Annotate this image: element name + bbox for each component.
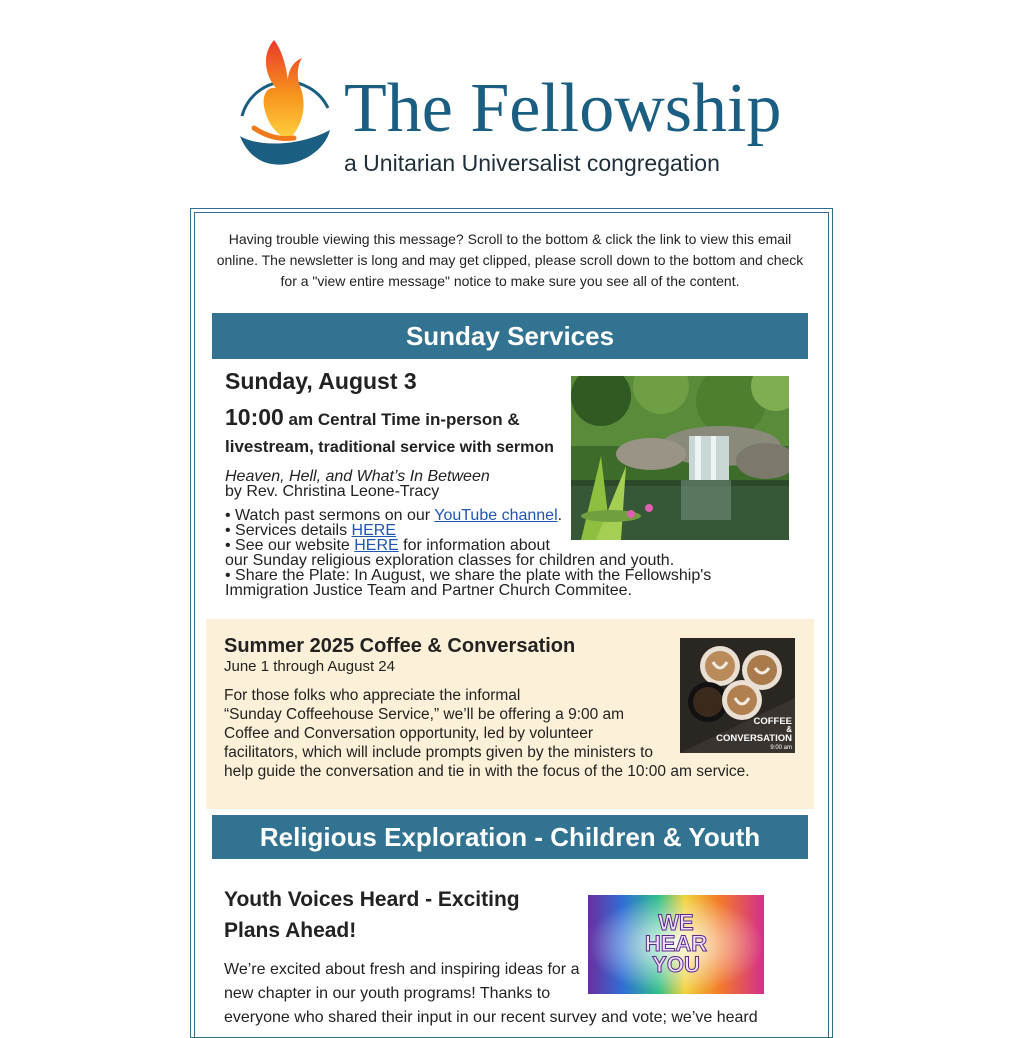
waterfall-photo [571, 376, 789, 540]
coffee-image-text-1: COFFEE [753, 716, 792, 727]
coffee-line: help guide the conversation and tie in with the focus of the 10:00 am service. [224, 763, 750, 780]
coffee-line: For those folks who appreciate the informal [224, 687, 521, 704]
youth-line: We’re excited about fresh and inspiring ideas for a [224, 961, 580, 978]
youth-line: new chapter in our youth programs! Thanks to [224, 985, 551, 1002]
coffee-line: Coffee and Conversation opportunity, led by volunteer [224, 725, 594, 742]
coffee-line: “Sunday Coffeehouse Service,” we’ll be offering a 9:00 am [224, 706, 625, 723]
coffee-cups-graphic [680, 638, 795, 753]
wehear-text-2: HEAR [644, 931, 708, 956]
wehear-text-3: YOU [652, 952, 700, 977]
we-hear-you-graphic [588, 895, 764, 994]
service-date: Sunday, August 3 [225, 368, 417, 394]
bullet-text: for information about [398, 537, 550, 554]
sunday-services-heading: Sunday Services [212, 313, 808, 359]
coffee-image-text-4: 9:00 am [770, 745, 792, 751]
bullet-text: • See our website [225, 537, 355, 554]
service-time [225, 404, 565, 461]
we-hear-you-image [588, 895, 764, 994]
service-type: traditional service with sermon [313, 439, 554, 456]
coffee-image-text-2: & [786, 725, 792, 734]
list-item-continued: our Sunday religious exploration classes for children and youth. [225, 552, 675, 569]
logo-subtitle: a Unitarian Universalist congregation [344, 150, 720, 176]
fellowship-logo[interactable] [236, 36, 786, 184]
chalice-flame-icon [236, 36, 336, 176]
coffee-line: facilitators, which will include prompts given by the ministers to [224, 744, 654, 761]
bullet-text: • Watch past sermons on our [225, 507, 435, 524]
bullet-text: . [557, 507, 563, 524]
religious-exploration-heading: Religious Exploration - Children & Youth [212, 815, 808, 859]
list-item-continued: Immigration Justice Team and Partner Church Commitee. [225, 582, 632, 599]
list-item [225, 538, 785, 553]
youtube-channel-link[interactable]: YouTube channel [434, 507, 558, 524]
coffee-title: Summer 2025 Coffee & Conversation [224, 635, 576, 657]
services-details-link[interactable]: HERE [351, 522, 396, 539]
waterfall-image [571, 376, 789, 540]
sermon-speaker: by Rev. Christina Leone-Tracy [225, 483, 440, 500]
coffee-cups-image [680, 638, 795, 753]
service-livestream: livestream, [225, 437, 314, 456]
sermon-title: Heaven, Hell, and What’s In Between [225, 468, 490, 485]
coffee-image-text-3: CONVERSATION [716, 733, 792, 744]
service-time-rest: am Central Time in-person & [283, 410, 520, 429]
youth-voices-title: Youth Voices Heard - Exciting Plans Ahead! [224, 888, 520, 942]
wehear-text-1: WE [658, 910, 694, 935]
youth-line: everyone who shared their input in our recent survey and vote; we’ve heard [224, 1009, 758, 1026]
logo-title: The Fellowship [344, 70, 782, 147]
coffee-dates: June 1 through August 24 [224, 658, 395, 675]
viewing-notice: Having trouble viewing this message? Scroll to the bottom & click the link to view this email online. The newsletter is long and may get clipped, please scroll down to the bottom and check for a "view entire message" notice to make sure you see all of the content. [216, 231, 804, 289]
bullet-text: • Services details [225, 522, 352, 539]
website-link[interactable]: HERE [354, 537, 399, 554]
list-item: • Share the Plate: In August, we share the plate with the Fellowship's [225, 567, 712, 584]
service-time-hour: 10:00 [225, 404, 284, 430]
